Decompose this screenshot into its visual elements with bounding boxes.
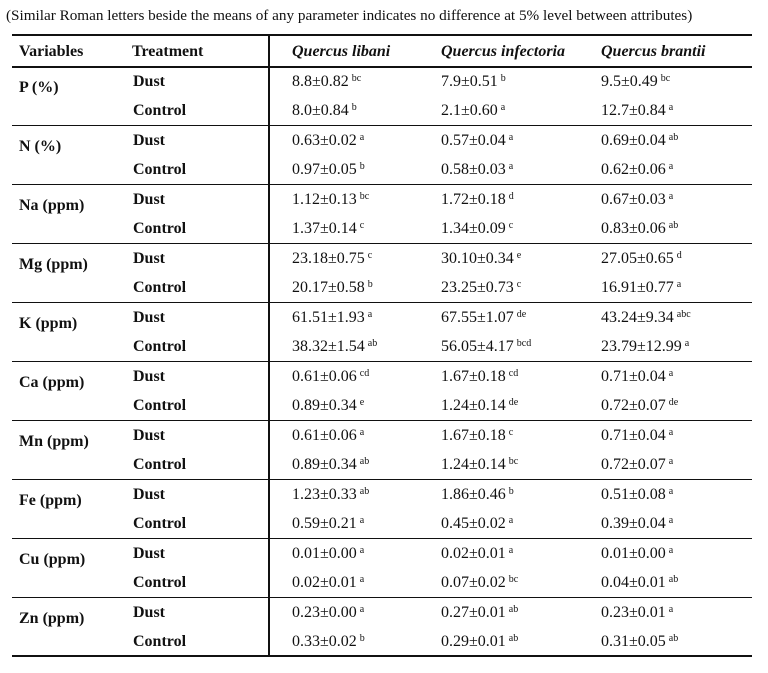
cell-libani	[280, 303, 441, 333]
mean-value: 0.33±0.02	[292, 632, 357, 650]
mean-value: 0.27±0.01	[441, 603, 506, 621]
significance-letter: a	[359, 426, 365, 438]
cell-brantii	[601, 67, 752, 96]
significance-letter: b	[367, 278, 373, 290]
mean-value: 1.24±0.14	[441, 396, 506, 414]
header-variables: Variables	[19, 42, 84, 60]
cell-brantii	[601, 450, 752, 480]
treatment-label: Dust	[133, 72, 166, 90]
cell-brantii	[601, 539, 752, 569]
significance-letter: ab	[359, 455, 370, 467]
significance-letter: bc	[351, 72, 362, 84]
mean-value: 0.58±0.03	[441, 160, 506, 178]
cell-infectoria	[441, 421, 601, 451]
significance-letter: a	[359, 573, 365, 585]
significance-letter: e	[516, 249, 522, 261]
cell-infectoria	[441, 391, 601, 421]
cell-brantii	[601, 391, 752, 421]
variable-label: Zn (ppm)	[12, 598, 132, 657]
significance-letter: de	[516, 308, 527, 320]
significance-letter: d	[508, 190, 514, 202]
treatment-label: Dust	[132, 421, 280, 451]
table-row	[12, 362, 752, 392]
treatment-label: Dust	[132, 126, 280, 156]
significance-letter: c	[516, 278, 522, 290]
significance-letter: a	[668, 514, 674, 526]
significance-letter: a	[508, 160, 514, 172]
mean-value: 0.39±0.04	[601, 514, 666, 532]
cell-libani	[280, 96, 441, 126]
mean-value: 12.7±0.84	[601, 101, 666, 119]
cell-infectoria	[441, 598, 601, 628]
significance-letter: ab	[668, 131, 679, 143]
significance-letter: ab	[668, 219, 679, 231]
mean-value: 0.51±0.08	[601, 485, 666, 503]
cell-brantii	[601, 509, 752, 539]
cell-brantii	[601, 244, 752, 274]
mean-value: 0.07±0.02	[441, 573, 506, 591]
cell-infectoria	[441, 155, 601, 185]
mean-value: 20.17±0.58	[292, 278, 365, 296]
significance-letter: c	[367, 249, 373, 261]
mean-value: 30.10±0.34	[441, 249, 514, 267]
significance-letter: de	[508, 396, 519, 408]
mean-value: 1.23±0.33	[292, 485, 357, 503]
significance-letter: c	[359, 219, 365, 231]
variable-label: P (%)	[19, 79, 59, 96]
cell-infectoria	[441, 539, 601, 569]
mean-value: 1.24±0.14	[441, 455, 506, 473]
significance-letter: ab	[508, 603, 519, 615]
mean-value: 1.86±0.46	[441, 485, 506, 503]
significance-letter: a	[668, 367, 674, 379]
significance-letter: a	[500, 101, 506, 113]
significance-letter: a	[668, 544, 674, 556]
cell-libani	[280, 67, 441, 96]
cell-libani	[280, 421, 441, 451]
mean-value: 0.61±0.06	[292, 426, 357, 444]
significance-letter: a	[684, 337, 690, 349]
mean-value: 0.31±0.05	[601, 632, 666, 650]
variable-label: Na (ppm)	[12, 185, 132, 244]
treatment-label: Control	[133, 337, 187, 355]
cell-brantii	[601, 480, 752, 510]
mean-value: 0.23±0.01	[601, 603, 666, 621]
significance-letter: a	[668, 455, 674, 467]
cell-brantii	[601, 303, 752, 333]
table-row	[12, 539, 752, 569]
treatment-label: Dust	[132, 598, 280, 628]
significance-letter: c	[508, 219, 514, 231]
variable-label: Mn (ppm)	[12, 421, 132, 480]
mean-value: 0.89±0.34	[292, 455, 357, 473]
significance-letter: a	[508, 514, 514, 526]
cell-infectoria	[441, 450, 601, 480]
cell-libani	[280, 391, 441, 421]
cell-brantii	[601, 362, 752, 392]
treatment-label: Dust	[132, 539, 280, 569]
mean-value: 67.55±1.07	[441, 308, 514, 326]
mean-value: 0.61±0.06	[292, 367, 357, 385]
mean-value: 0.71±0.04	[601, 426, 666, 444]
mean-value: 1.67±0.18	[441, 426, 506, 444]
cell-infectoria	[441, 362, 601, 392]
significance-letter: a	[676, 278, 682, 290]
significance-letter: bc	[508, 455, 519, 467]
mean-value: 23.18±0.75	[292, 249, 365, 267]
cell-infectoria	[441, 67, 601, 96]
variable-label: Fe (ppm)	[12, 480, 132, 539]
cell-infectoria	[441, 244, 601, 274]
treatment-label: Dust	[132, 185, 280, 215]
cell-brantii	[601, 214, 752, 244]
mean-value: 43.24±9.34	[601, 308, 674, 326]
mean-value: 1.34±0.09	[441, 219, 506, 237]
mean-value: 0.02±0.01	[441, 544, 506, 562]
significance-letter: a	[508, 131, 514, 143]
cell-brantii	[601, 332, 752, 362]
significance-letter: cd	[359, 367, 370, 379]
mean-value: 0.69±0.04	[601, 131, 666, 149]
variable-label: Cu (ppm)	[12, 539, 132, 598]
cell-infectoria	[441, 627, 601, 656]
mean-value: 0.63±0.02	[292, 131, 357, 149]
mean-value: 8.8±0.82	[292, 72, 349, 90]
mean-value: 56.05±4.17	[441, 337, 514, 355]
cell-brantii	[601, 421, 752, 451]
cell-libani	[280, 273, 441, 303]
cell-infectoria	[441, 273, 601, 303]
significance-letter: ab	[668, 632, 679, 644]
mean-value: 38.32±1.54	[292, 337, 365, 355]
variable-label: N (%)	[12, 126, 132, 185]
variable-label: Mg (ppm)	[12, 244, 132, 303]
cell-brantii	[601, 96, 752, 126]
significance-letter: a	[668, 101, 674, 113]
significance-letter: ab	[367, 337, 378, 349]
significance-letter: bc	[660, 72, 671, 84]
cell-brantii	[601, 185, 752, 215]
significance-letter: cd	[508, 367, 519, 379]
data-table	[12, 36, 752, 656]
cell-infectoria	[441, 480, 601, 510]
mean-value: 61.51±1.93	[292, 308, 365, 326]
mean-value: 0.04±0.01	[601, 573, 666, 591]
significance-letter: a	[668, 485, 674, 497]
mean-value: 27.05±0.65	[601, 249, 674, 267]
cell-infectoria	[441, 185, 601, 215]
mean-value: 2.1±0.60	[441, 101, 498, 119]
treatment-label: Control	[133, 514, 187, 532]
significance-letter: a	[508, 544, 514, 556]
cell-infectoria	[441, 509, 601, 539]
table-row	[12, 480, 752, 510]
cell-libani	[280, 450, 441, 480]
table-row	[12, 244, 752, 274]
cell-libani	[280, 126, 441, 156]
mean-value: 0.71±0.04	[601, 367, 666, 385]
header-treatment: Treatment	[132, 42, 204, 60]
table-caption: (Similar Roman letters beside the means of any parameter indicates no difference at 5% level between attributes)	[6, 7, 693, 24]
cell-infectoria	[441, 126, 601, 156]
mean-value: 7.9±0.51	[441, 72, 498, 90]
mean-value: 1.67±0.18	[441, 367, 506, 385]
significance-letter: a	[359, 544, 365, 556]
cell-brantii	[601, 273, 752, 303]
cell-libani	[280, 185, 441, 215]
significance-letter: a	[668, 426, 674, 438]
cell-libani	[280, 332, 441, 362]
treatment-label: Dust	[132, 362, 280, 392]
significance-letter: a	[668, 603, 674, 615]
treatment-label: Control	[133, 632, 187, 650]
significance-letter: bcd	[516, 337, 532, 349]
cell-libani	[280, 568, 441, 598]
cell-infectoria	[441, 303, 601, 333]
mean-value: 8.0±0.84	[292, 101, 349, 119]
table-row	[12, 126, 752, 156]
treatment-label: Control	[133, 455, 187, 473]
cell-infectoria	[441, 568, 601, 598]
significance-letter: de	[668, 396, 679, 408]
table-row	[12, 67, 752, 96]
significance-letter: a	[359, 514, 365, 526]
table-row	[12, 598, 752, 628]
mean-value: 0.57±0.04	[441, 131, 506, 149]
cell-infectoria	[441, 332, 601, 362]
mean-value: 0.45±0.02	[441, 514, 506, 532]
mean-value: 0.59±0.21	[292, 514, 357, 532]
significance-letter: b	[359, 632, 365, 644]
mean-value: 0.01±0.00	[292, 544, 357, 562]
mean-value: 0.89±0.34	[292, 396, 357, 414]
mean-value: 23.79±12.99	[601, 337, 682, 355]
mean-value: 1.72±0.18	[441, 190, 506, 208]
table-row	[12, 185, 752, 215]
cell-brantii	[601, 627, 752, 656]
mean-value: 0.97±0.05	[292, 160, 357, 178]
header-quercus-libani: Quercus libani	[292, 42, 391, 60]
treatment-label: Dust	[132, 480, 280, 510]
significance-letter: b	[359, 160, 365, 172]
mean-value: 0.02±0.01	[292, 573, 357, 591]
significance-letter: b	[351, 101, 357, 113]
mean-value: 0.83±0.06	[601, 219, 666, 237]
significance-letter: ab	[359, 485, 370, 497]
mean-value: 0.72±0.07	[601, 455, 666, 473]
significance-letter: ab	[668, 573, 679, 585]
significance-letter: b	[508, 485, 514, 497]
table-body	[12, 67, 752, 656]
treatment-label: Control	[133, 160, 187, 178]
significance-letter: a	[359, 603, 365, 615]
significance-letter: d	[676, 249, 682, 261]
mean-value: 1.37±0.14	[292, 219, 357, 237]
mean-value: 16.91±0.77	[601, 278, 674, 296]
mean-value: 1.12±0.13	[292, 190, 357, 208]
treatment-label: Dust	[132, 244, 280, 274]
mean-value: 0.72±0.07	[601, 396, 666, 414]
mean-value: 0.23±0.00	[292, 603, 357, 621]
significance-letter: bc	[508, 573, 519, 585]
significance-letter: a	[359, 131, 365, 143]
significance-letter: a	[367, 308, 373, 320]
mean-value: 0.62±0.06	[601, 160, 666, 178]
header-row	[12, 36, 752, 67]
significance-letter: a	[668, 190, 674, 202]
treatment-label: Dust	[132, 303, 280, 333]
significance-letter: a	[668, 160, 674, 172]
treatment-label: Control	[133, 396, 187, 414]
mean-value: 23.25±0.73	[441, 278, 514, 296]
cell-libani	[280, 539, 441, 569]
cell-libani	[280, 480, 441, 510]
cell-brantii	[601, 126, 752, 156]
cell-libani	[280, 362, 441, 392]
variable-label: K (ppm)	[12, 303, 132, 362]
significance-letter: b	[500, 72, 506, 84]
cell-libani	[280, 509, 441, 539]
significance-letter: ab	[508, 632, 519, 644]
cell-infectoria	[441, 214, 601, 244]
mean-value: 9.5±0.49	[601, 72, 658, 90]
treatment-label: Control	[133, 573, 187, 591]
significance-letter: c	[508, 426, 514, 438]
cell-libani	[280, 627, 441, 656]
mean-value: 0.29±0.01	[441, 632, 506, 650]
significance-letter: e	[359, 396, 365, 408]
treatment-label: Control	[133, 219, 187, 237]
mean-value: 0.67±0.03	[601, 190, 666, 208]
treatment-label: Control	[133, 278, 187, 296]
treatment-label: Control	[133, 101, 187, 119]
header-quercus-brantii: Quercus brantii	[601, 42, 706, 60]
header-quercus-infectoria: Quercus infectoria	[441, 42, 565, 60]
cell-brantii	[601, 155, 752, 185]
mean-value: 0.01±0.00	[601, 544, 666, 562]
cell-brantii	[601, 568, 752, 598]
variable-label: Ca (ppm)	[12, 362, 132, 421]
cell-infectoria	[441, 96, 601, 126]
cell-libani	[280, 244, 441, 274]
table-row	[12, 421, 752, 451]
cell-libani	[280, 598, 441, 628]
significance-letter: bc	[359, 190, 370, 202]
significance-letter: abc	[676, 308, 691, 320]
cell-brantii	[601, 598, 752, 628]
cell-libani	[280, 155, 441, 185]
table-row	[12, 303, 752, 333]
cell-libani	[280, 214, 441, 244]
